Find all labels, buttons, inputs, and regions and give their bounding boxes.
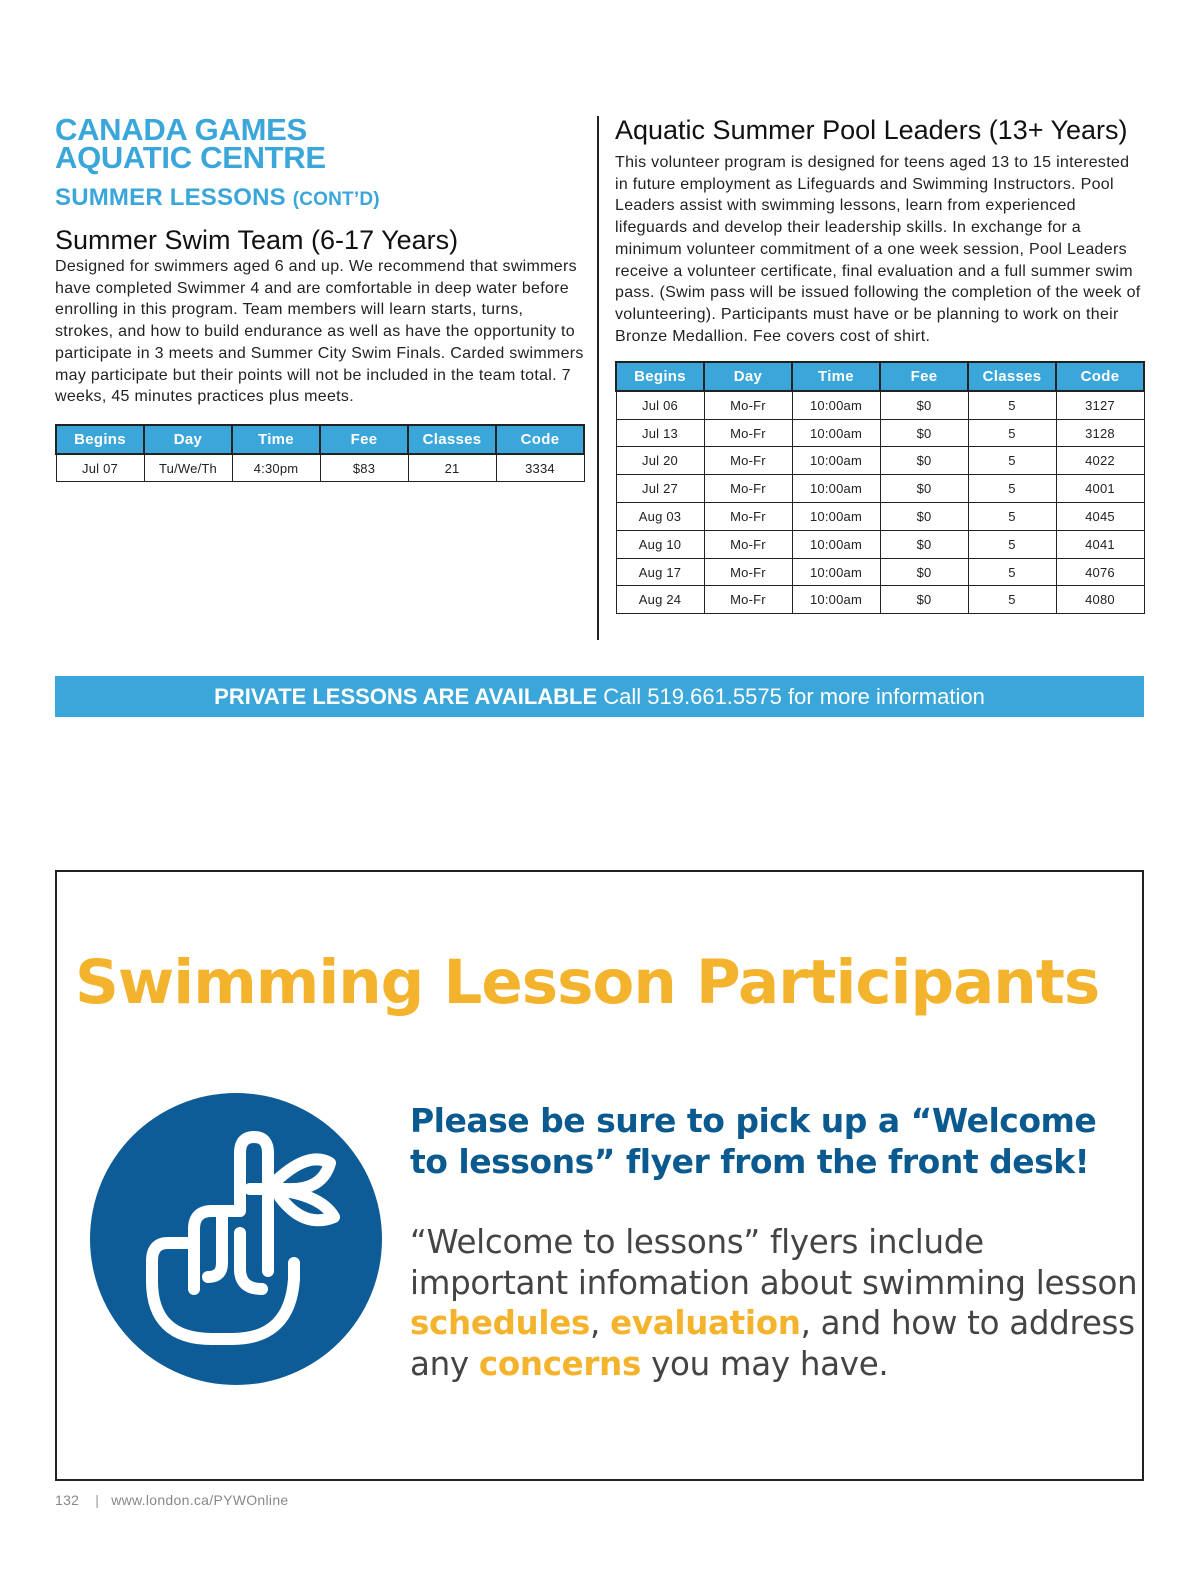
section-subtitle <box>55 184 585 212</box>
table-cell-day: Mo-Fr <box>704 391 792 419</box>
flyer-body-part3: , and how to address any <box>410 1304 1135 1383</box>
table-cell-begins: Jul 06 <box>616 391 704 419</box>
table-cell-code: 3127 <box>1056 391 1144 419</box>
table-cell-day: Mo-Fr <box>704 586 792 614</box>
table-row <box>616 447 1144 475</box>
table-cell-time: 10:00am <box>792 475 880 503</box>
program-description-pool-leaders: This volunteer program is designed for teens aged 13 to 15 interested in future employment as Lifeguards and Swimming Instructors. Pool Leaders assist with swimming lessons, learn from experienced lifeguards and develop their leadership skills. In exchange for a minimum volunteer commitment of a one week session, Pool Leaders receive a volunteer certificate, final evaluation and a full summer swim pass. (Swim pass will be issued following the completion of the week of volunteering). Participants must have or be planning to work on their Bronze Medallion. Fee covers cost of shirt. <box>615 154 1141 345</box>
flyer-title: Swimming Lesson Participants <box>75 947 1100 1018</box>
table-cell-day: Tu/We/Th <box>144 454 232 482</box>
table-cell-day: Mo-Fr <box>704 503 792 531</box>
flyer-body <box>410 1222 1140 1384</box>
table-cell-fee: $0 <box>880 586 968 614</box>
facility-title-line2: AQUATIC CENTRE <box>55 140 326 175</box>
column-header-time: Time <box>232 425 320 454</box>
table-row <box>616 558 1144 586</box>
table-header-row <box>56 425 584 454</box>
table-cell-classes: 5 <box>968 586 1056 614</box>
table-cell-time: 10:00am <box>792 447 880 475</box>
table-cell-fee: $0 <box>880 447 968 475</box>
table-cell-code: 3128 <box>1056 419 1144 447</box>
finger-string-reminder-icon <box>90 1093 382 1385</box>
table-header-row <box>616 362 1144 391</box>
table-row <box>616 391 1144 419</box>
flyer-highlight-schedules: schedules <box>410 1304 591 1342</box>
table-cell-begins: Jul 07 <box>56 454 144 482</box>
page-footer <box>55 1492 289 1508</box>
table-cell-time: 10:00am <box>792 558 880 586</box>
table-cell-classes: 5 <box>968 447 1056 475</box>
column-header-classes: Classes <box>408 425 496 454</box>
facility-title <box>55 112 585 175</box>
column-header-code: Code <box>1056 362 1144 391</box>
flyer-body-part4: you may have. <box>641 1344 889 1383</box>
table-cell-classes: 5 <box>968 391 1056 419</box>
flyer-highlight-concerns: concerns <box>478 1344 642 1383</box>
private-lessons-banner <box>55 676 1144 717</box>
table-cell-fee: $0 <box>880 530 968 558</box>
table-cell-fee: $0 <box>880 558 968 586</box>
page-number: 132 <box>55 1492 80 1508</box>
table-cell-code: 3334 <box>496 454 584 482</box>
table-cell-begins: Jul 27 <box>616 475 704 503</box>
table-cell-time: 10:00am <box>792 530 880 558</box>
table-cell-time: 10:00am <box>792 391 880 419</box>
table-row <box>616 503 1144 531</box>
flyer-highlight-evaluation: evaluation <box>610 1304 801 1342</box>
column-header-time: Time <box>792 362 880 391</box>
program-title-swim-team: Summer Swim Team (6-17 Years) <box>55 225 459 255</box>
table-cell-code: 4001 <box>1056 475 1144 503</box>
table-cell-code: 4076 <box>1056 558 1144 586</box>
table-cell-begins: Aug 24 <box>616 586 704 614</box>
table-cell-time: 4:30pm <box>232 454 320 482</box>
table-cell-day: Mo-Fr <box>704 447 792 475</box>
column-header-begins: Begins <box>616 362 704 391</box>
table-cell-fee: $83 <box>320 454 408 482</box>
section-subtitle-suffix: (CONT’D) <box>292 189 380 210</box>
table-row <box>616 419 1144 447</box>
welcome-flyer <box>55 870 1144 1481</box>
column-header-fee: Fee <box>880 362 968 391</box>
table-row <box>616 475 1144 503</box>
facility-title-line1: CANADA GAMES <box>55 112 307 147</box>
flyer-body-part1: “Welcome to lessons” flyers include important infomation about swimming lesson <box>410 1223 1138 1302</box>
column-header-day: Day <box>704 362 792 391</box>
table-cell-begins: Aug 17 <box>616 558 704 586</box>
banner-bold-text: PRIVATE LESSONS ARE AVAILABLE <box>214 684 598 709</box>
table-cell-fee: $0 <box>880 419 968 447</box>
table-cell-code: 4022 <box>1056 447 1144 475</box>
section-subtitle-main: SUMMER LESSONS <box>55 184 286 211</box>
table-row <box>616 586 1144 614</box>
right-column <box>615 114 1145 614</box>
table-cell-time: 10:00am <box>792 586 880 614</box>
left-column <box>55 112 585 482</box>
table-cell-day: Mo-Fr <box>704 530 792 558</box>
table-cell-fee: $0 <box>880 475 968 503</box>
table-cell-time: 10:00am <box>792 419 880 447</box>
banner-text: Call 519.661.5575 for more information <box>597 684 985 709</box>
column-header-code: Code <box>496 425 584 454</box>
footer-separator: | <box>95 1492 100 1508</box>
table-cell-day: Mo-Fr <box>704 419 792 447</box>
table-cell-day: Mo-Fr <box>704 558 792 586</box>
table-cell-classes: 5 <box>968 419 1056 447</box>
table-cell-code: 4041 <box>1056 530 1144 558</box>
table-cell-fee: $0 <box>880 391 968 419</box>
table-cell-classes: 5 <box>968 475 1056 503</box>
table-cell-classes: 5 <box>968 530 1056 558</box>
program-description-swim-team: Designed for swimmers aged 6 and up. We recommend that swimmers have completed Swimmer 4 and are comfortable in deep water before enrolling in this program. Team members will learn starts, turns, strokes, and how to build endurance as well as have the opportunity to participate in 3 meets and Summer City Swim Finals. Carded swimmers may participate but their points will not be included in the team total. 7 weeks, 45 minutes practices plus meets. <box>55 258 584 406</box>
column-header-classes: Classes <box>968 362 1056 391</box>
table-cell-day: Mo-Fr <box>704 475 792 503</box>
table-cell-begins: Aug 03 <box>616 503 704 531</box>
schedule-table-pool-leaders <box>615 361 1145 614</box>
table-cell-classes: 5 <box>968 503 1056 531</box>
column-header-fee: Fee <box>320 425 408 454</box>
column-divider <box>597 116 599 640</box>
table-row <box>56 454 584 482</box>
table-cell-begins: Jul 13 <box>616 419 704 447</box>
column-header-day: Day <box>144 425 232 454</box>
table-cell-fee: $0 <box>880 503 968 531</box>
program-title-pool-leaders: Aquatic Summer Pool Leaders (13+ Years) <box>615 115 1128 145</box>
table-cell-classes: 5 <box>968 558 1056 586</box>
column-header-begins: Begins <box>56 425 144 454</box>
flyer-headline: Please be sure to pick up a “Welcome to lessons” flyer from the front desk! <box>410 1101 1097 1181</box>
table-cell-begins: Jul 20 <box>616 447 704 475</box>
table-row <box>616 530 1144 558</box>
table-cell-begins: Aug 10 <box>616 530 704 558</box>
footer-url[interactable]: www.london.ca/PYWOnline <box>111 1492 289 1508</box>
table-cell-classes: 21 <box>408 454 496 482</box>
table-cell-time: 10:00am <box>792 503 880 531</box>
table-cell-code: 4080 <box>1056 586 1144 614</box>
flyer-body-part2: , <box>590 1304 611 1342</box>
table-cell-code: 4045 <box>1056 503 1144 531</box>
schedule-table-swim-team <box>55 424 585 482</box>
